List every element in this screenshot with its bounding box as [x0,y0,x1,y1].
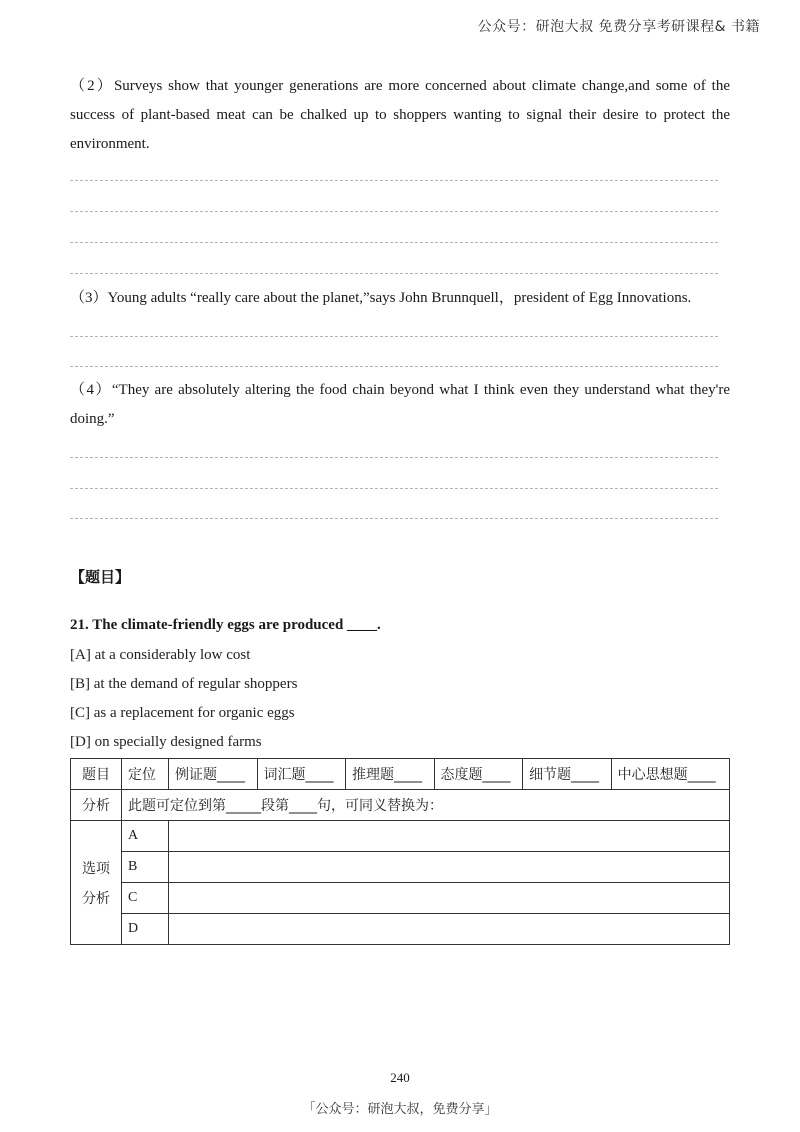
table-cell: 例证题____ [169,759,258,790]
answer-line [70,242,718,243]
table-row [71,790,730,821]
table-row [71,759,730,790]
passage-4 [70,376,730,434]
passage-2-text: Surveys show that younger generations are more concerned about climate change,and some of the success of plant-based meat can be chalked up to shoppers wanting to signal their desire to protect the environment. [70,78,730,152]
answer-cell [169,883,730,914]
question-stem: 21. The climate-friendly eggs are produced ____. [70,617,381,633]
table-row [71,821,730,852]
options-label-line: 选项 [82,860,110,877]
table-cell: 词汇题____ [257,759,346,790]
answer-line [70,488,718,489]
answer-line [70,366,718,367]
table-cell: 定位 [122,759,169,790]
table-cell: A [122,821,169,852]
passage-4-text: “They are absolutely altering the food chain beyond what I think even they understand what they're doing.” [70,382,730,427]
option-a: [A] at a considerably low cost [70,647,251,663]
option-d: [D] on specially designed farms [70,734,262,750]
table-row [71,883,730,914]
option-b: [B] at the demand of regular shoppers [70,676,298,692]
answer-line [70,336,718,337]
options-label-line: 分析 [82,890,110,907]
option-c: [C] as a replacement for organic eggs [70,705,295,721]
section-title: 【题目】 [70,568,131,586]
answer-line [70,273,718,274]
table-cell: 细节题____ [523,759,612,790]
table-row [71,852,730,883]
footer-watermark: 「公众号：研泡大叔，免费分享」 [302,1102,498,1117]
passage-3-label: （3） [70,290,108,306]
table-row [71,914,730,945]
answer-line [70,211,718,212]
page-number: 240 [390,1070,410,1085]
table-cell: B [122,852,169,883]
table-cell: D [122,914,169,945]
table-cell: C [122,883,169,914]
options-analysis-label [71,821,122,945]
passage-2 [70,72,730,159]
analysis-table [70,758,730,945]
answer-cell [169,914,730,945]
passage-2-label: （2） [70,78,114,94]
table-cell: 中心思想题____ [611,759,729,790]
passage-3-text: Young adults “really care about the planet,”says John Brunnquell，president of Egg Innovations. [107,290,692,306]
answer-cell [169,852,730,883]
passage-3 [70,284,730,313]
header-watermark: 公众号：研泡大叔 免费分享考研课程& 书籍 [477,19,760,35]
table-cell: 此题可定位到第_____段第____句，可同义替换为： [122,790,730,821]
table-cell: 题目 [71,759,122,790]
answer-line [70,518,718,519]
answer-cell [169,821,730,852]
answer-line [70,180,718,181]
table-cell: 态度题____ [434,759,523,790]
table-cell: 推理题____ [346,759,435,790]
answer-line [70,457,718,458]
passage-4-label: （4） [70,382,112,398]
table-cell: 分析 [71,790,122,821]
